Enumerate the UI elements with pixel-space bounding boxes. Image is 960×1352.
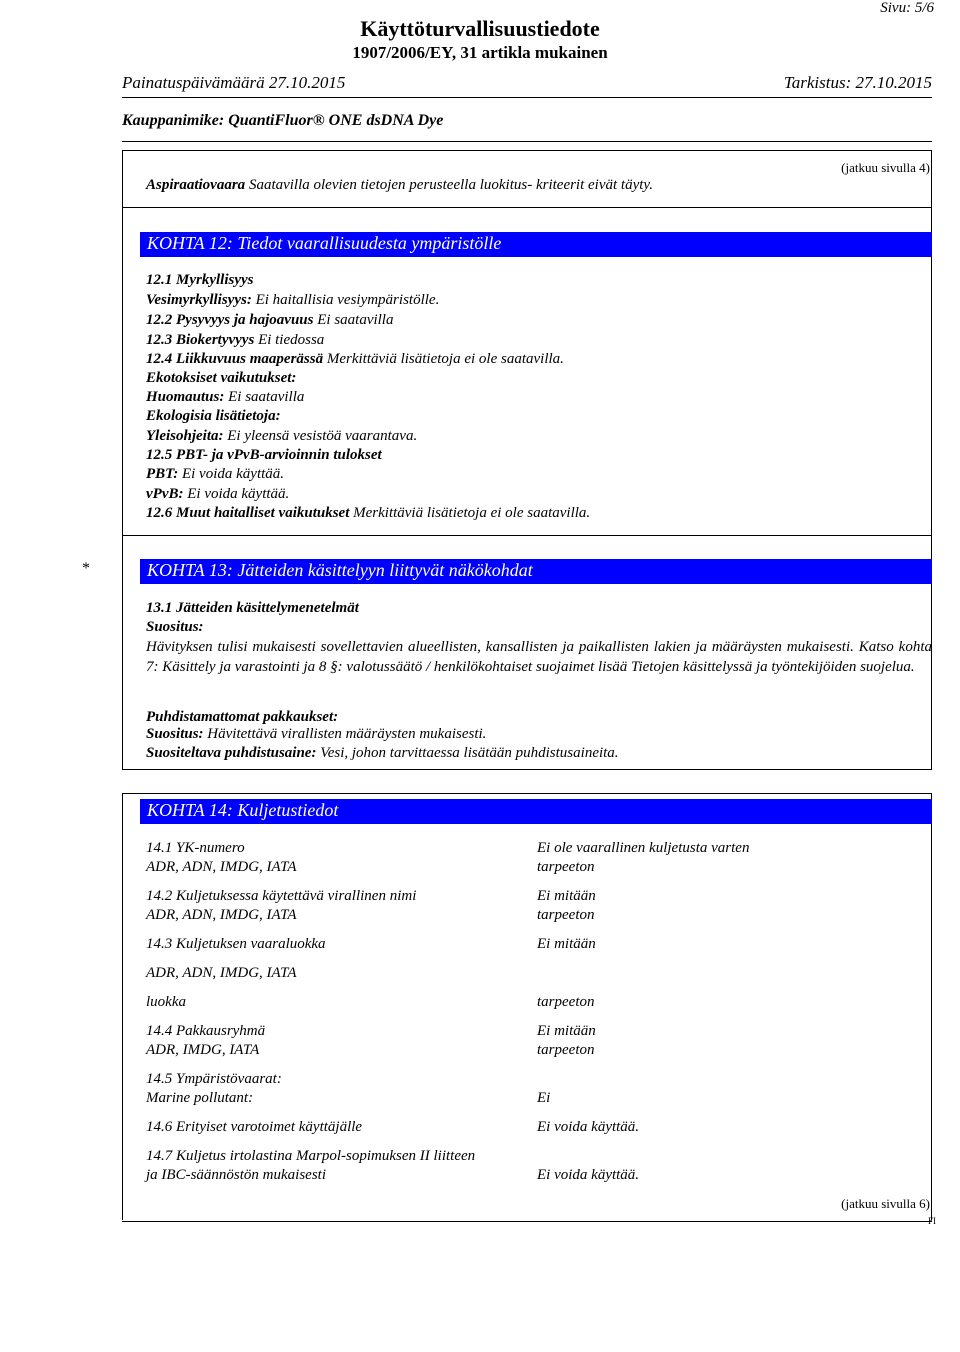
disposal-methods: 13.1 Jätteiden käsittelymenetelmät	[146, 600, 359, 616]
section-12-header	[140, 232, 932, 257]
aspiration-divider	[123, 207, 931, 208]
transport-label: ja IBC-säännöstön mukaisesti	[146, 1167, 326, 1183]
transport-value: tarpeeton	[537, 994, 595, 1010]
document-title: Käyttöturvallisuustiedote	[360, 16, 600, 41]
transport-label: 14.6 Erityiset varotoimet käyttäjälle	[146, 1119, 363, 1135]
transport-value: Ei ole vaarallinen kuljetusta varten	[537, 840, 750, 856]
section-13-divider	[122, 769, 932, 770]
page-number: Sivu: 5/6	[880, 0, 934, 16]
section-14-header	[140, 799, 932, 824]
bioaccumulation: 12.3 Biokertyvyys Ei tiedossa	[146, 332, 325, 348]
transport-value: Ei mitään	[537, 936, 596, 952]
section-12-divider	[123, 535, 931, 536]
transport-label: 14.2 Kuljetuksessa käytettävä virallinen nimi	[146, 888, 417, 904]
section-13-header	[140, 559, 932, 584]
header-divider	[122, 97, 932, 98]
recommendation-text: Hävityksen tulisi mukaisesti sovellettavien alueellisten, kansallisten ja paikallisten lakien ja määräysten mukaisesti. Katso kohta 7: Käsittely ja varastointi ja 8 §: valotussäätö / henkilökohtaiset suojaimet lisää Tietojen käsittelyssä ja työntekijöiden suojelua.	[146, 639, 932, 675]
vpvb-result: vPvB: Ei voida käyttää.	[146, 486, 290, 502]
transport-value: Ei mitään	[537, 888, 596, 904]
persistence: 12.2 Pysyvyys ja hajoavuus Ei saatavilla	[146, 312, 394, 328]
unclean-packaging: Puhdistamattomat pakkaukset:	[146, 709, 339, 725]
transport-label: 14.3 Kuljetuksen vaaraluokka	[146, 936, 326, 952]
transport-label: 14.7 Kuljetus irtolastina Marpol-sopimuksen II liitteen	[146, 1148, 476, 1164]
print-date: Painatuspäivämäärä 27.10.2015	[122, 73, 346, 92]
mobility: 12.4 Liikkuvuus maaperässä Merkittäviä lisätietoja ei ole saatavilla.	[146, 351, 564, 367]
transport-label: ADR, IMDG, IATA	[146, 1042, 260, 1058]
continued-to: (jatkuu sivulla 6)	[841, 1196, 930, 1211]
transport-value: Ei mitään	[537, 1023, 596, 1039]
transport-value: tarpeeton	[537, 859, 595, 875]
ecotox-note: Huomautus: Ei saatavilla	[146, 389, 305, 405]
transport-value: tarpeeton	[537, 907, 595, 923]
revision-date: Tarkistus: 27.10.2015	[783, 73, 932, 92]
trade-divider	[122, 141, 932, 142]
cleaning-agent: Suositeltava puhdistusaine: Vesi, johon tarvittaessa lisätään puhdistusaineita.	[146, 745, 619, 761]
footer-divider	[122, 1221, 932, 1222]
transport-label: 14.5 Ympäristövaarat:	[146, 1071, 282, 1087]
language-code: FI	[927, 1216, 936, 1226]
transport-label: 14.4 Pakkausryhmä	[146, 1023, 266, 1039]
ecotoxic-effects: Ekotoksiset vaikutukset:	[146, 370, 297, 386]
other-effects: 12.6 Muut haitalliset vaikutukset Merkittäviä lisätietoja ei ole saatavilla.	[146, 505, 591, 521]
transport-value: tarpeeton	[537, 1042, 595, 1058]
transport-label: ADR, ADN, IMDG, IATA	[146, 907, 297, 923]
document-subtitle: 1907/2006/EY, 31 artikla mukainen	[352, 43, 608, 62]
aspiration-text: Saatavilla olevien tietojen perusteella luokitus- kriteerit eivät täyty.	[248, 177, 653, 193]
recommendation-label: Suositus:	[146, 619, 204, 635]
transport-label: 14.1 YK-numero	[146, 840, 245, 856]
transport-value: Ei voida käyttää.	[537, 1167, 640, 1183]
continued-from: (jatkuu sivulla 4)	[841, 160, 930, 175]
transport-label: ADR, ADN, IMDG, IATA	[146, 859, 297, 875]
pbt-result: PBT: Ei voida käyttää.	[146, 466, 285, 482]
trade-name: Kauppanimike: QuantiFluor® ONE dsDNA Dye	[122, 112, 444, 129]
revision-marker: *	[82, 560, 90, 577]
section-12-title: KOHTA 12: Tiedot vaarallisuudesta ympäristölle	[147, 233, 502, 253]
transport-label: Marine pollutant:	[146, 1090, 254, 1106]
transport-label: ADR, ADN, IMDG, IATA	[146, 965, 297, 981]
section-14-title: KOHTA 14: Kuljetustiedot	[147, 800, 339, 820]
general-notes: Yleisohjeita: Ei yleensä vesistöä vaarantava.	[146, 428, 418, 444]
unclean-recommendation: Suositus: Hävitettävä virallisten määräysten mukaisesti.	[146, 726, 487, 742]
aspiration-label: Aspiraatiovaara	[146, 177, 246, 193]
transport-value: Ei voida käyttää.	[537, 1119, 640, 1135]
aspiration-hazard	[146, 177, 653, 194]
transport-label: luokka	[146, 994, 186, 1010]
aquatic-toxicity: Vesimyrkyllisyys: Ei haitallisia vesiympäristölle.	[146, 292, 440, 308]
toxicity-heading: 12.1 Myrkyllisyys	[146, 272, 254, 288]
section-13-title: KOHTA 13: Jätteiden käsittelyyn liittyvät näkökohdat	[147, 560, 533, 580]
transport-value: Ei	[537, 1090, 551, 1106]
pbt-heading: 12.5 PBT- ja vPvB-arvioinnin tulokset	[146, 447, 382, 463]
ecological-info: Ekologisia lisätietoja:	[146, 408, 281, 424]
